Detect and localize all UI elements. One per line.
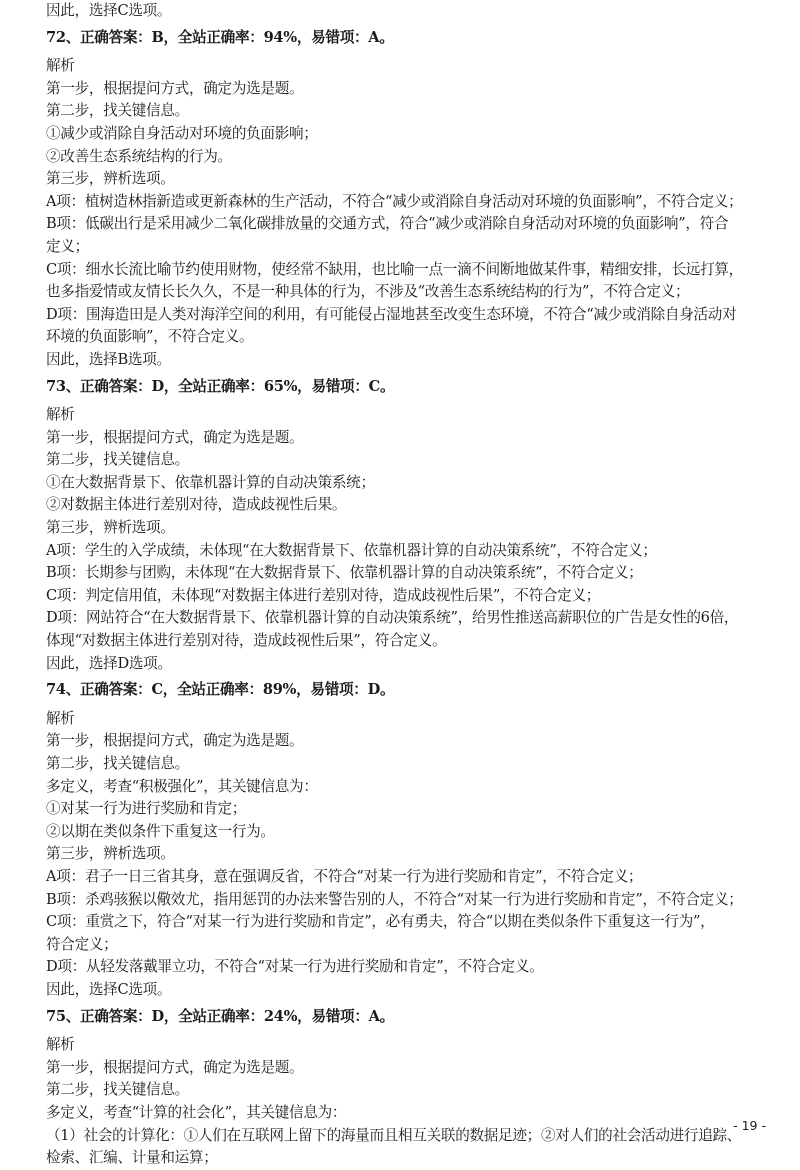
conclusion: 因此，选择D选项。 — [46, 654, 172, 672]
option-analysis: C项：重赏之下，符合“对某一行为进行奖励和肯定”，必有勇夫，符合“以期在类似条件下重复这一行为”， — [46, 913, 715, 931]
text-line: ②以期在类似条件下重复这一行为。 — [46, 822, 275, 840]
analysis-label: 解析 — [46, 406, 75, 424]
text-line: 检索、汇编、计量和运算； — [46, 1149, 218, 1167]
text-line: 因此，选择C选项。 — [46, 2, 172, 19]
text-line: ②对数据主体进行差别对待，造成歧视性后果。 — [46, 496, 347, 514]
text-line: 第一步，根据提问方式，确定为选是题。 — [46, 79, 304, 97]
option-analysis: A项：君子一日三省其身，意在强调反省，不符合“对某一行为进行奖励和肯定”，不符合定义； — [46, 867, 643, 885]
text-line: 也多指爱情或友情长长久久，不是一种具体的行为，不涉及“改善生态系统结构的行为”，不符合定义； — [46, 283, 690, 301]
text-line: ①对某一行为进行奖励和肯定； — [46, 800, 247, 818]
answer-header: 72、正确答案：B，全站正确率：94%，易错项：A。 — [46, 28, 394, 46]
text-line: 第三步，辨析选项。 — [46, 845, 175, 863]
text-line: 第二步，找关键信息。 — [46, 102, 189, 120]
text-line: 第二步，找关键信息。 — [46, 451, 189, 469]
conclusion: 因此，选择B选项。 — [46, 350, 171, 368]
option-analysis: D项：网站符合“在大数据背景下、依靠机器计算的自动决策系统”，给男性推送高薪职位的广告是女性的6倍， — [46, 609, 739, 627]
text-line: ①在大数据背景下、依靠机器计算的自动决策系统； — [46, 473, 375, 491]
text-line: 第二步，找关键信息。 — [46, 755, 189, 772]
text-line: （1）社会的计算化：①人们在互联网上留下的海量而且相互关联的数据足迹；②对人们的社会活动进行追踪、 — [46, 1126, 742, 1144]
conclusion: 因此，选择C选项。 — [46, 980, 172, 998]
option-analysis: D项：从轻发落戴罪立功，不符合“对某一行为进行奖励和肯定”，不符合定义。 — [46, 958, 544, 976]
text-line: 符合定义； — [46, 935, 118, 953]
answer-section-73 — [46, 376, 772, 676]
answer-header: 74、正确答案：C，全站正确率：89%，易错项：D。 — [46, 681, 395, 699]
text-line: 多定义，考查“积极强化”，其关键信息为： — [46, 777, 318, 795]
text-line: 体现“对数据主体进行差别对待，造成歧视性后果”，符合定义。 — [46, 632, 447, 650]
analysis-label: 解析 — [46, 1036, 75, 1054]
text-line: 第二步，找关键信息。 — [46, 1081, 189, 1099]
option-analysis: D项：围海造田是人类对海洋空间的利用，有可能侵占湿地甚至改变生态环境，不符合“减少或消除自身活动对 — [46, 305, 737, 323]
text-line: 第一步，根据提问方式，确定为选是题。 — [46, 1058, 304, 1076]
text-line: 第一步，根据提问方式，确定为选是题。 — [46, 732, 304, 750]
option-analysis: A项：植树造林指新造或更新森林的生产活动，不符合“减少或消除自身活动对环境的负面影响”，不符合定义； — [46, 192, 743, 210]
page-number: - 19 - — [733, 1118, 766, 1133]
text-line: 环境的负面影响”，不符合定义。 — [46, 328, 254, 346]
text-line: 定义； — [46, 237, 89, 255]
text-line: ②改善生态系统结构的行为。 — [46, 147, 232, 165]
analysis-label: 解析 — [46, 57, 75, 75]
option-analysis: C项：细水长流比喻节约使用财物，使经常不缺用，也比喻一点一滴不间断地做某件事，精细安排，长远打算， — [46, 260, 743, 278]
text-line: 第三步，辨析选项。 — [46, 170, 175, 188]
document-page — [46, 0, 772, 1170]
option-analysis: B项：低碳出行是采用减少二氧化碳排放量的交通方式，符合“减少或消除自身活动对环境的负面影响”，符合 — [46, 215, 729, 233]
text-line: 多定义，考查“计算的社会化”，其关键信息为： — [46, 1103, 347, 1121]
text-line: ①减少或消除自身活动对环境的负面影响； — [46, 124, 318, 142]
answer-section-72 — [46, 27, 772, 372]
text-line: 第三步，辨析选项。 — [46, 519, 175, 537]
analysis-label: 解析 — [46, 709, 75, 727]
answer-section-75 — [46, 1006, 772, 1170]
option-analysis: C项：判定信用值，未体现“对数据主体进行差别对待，造成歧视性后果”，不符合定义； — [46, 586, 601, 604]
text-line: 第一步，根据提问方式，确定为选是题。 — [46, 428, 304, 446]
answer-section-74 — [46, 679, 772, 1001]
answer-header: 73、正确答案：D，全站正确率：65%，易错项：C。 — [46, 377, 395, 395]
option-analysis: A项：学生的入学成绩，未体现“在大数据背景下、依靠机器计算的自动决策系统”，不符合定义； — [46, 541, 657, 559]
answer-header: 75、正确答案：D，全站正确率：24%，易错项：A。 — [46, 1007, 394, 1025]
option-analysis: B项：杀鸡骇猴以儆效尤，指用惩罚的办法来警告别的人，不符合“对某一行为进行奖励和肯定”，不符合定义； — [46, 890, 743, 908]
option-analysis: B项：长期参与团购，未体现“在大数据背景下、依靠机器计算的自动决策系统”，不符合定义； — [46, 564, 643, 582]
